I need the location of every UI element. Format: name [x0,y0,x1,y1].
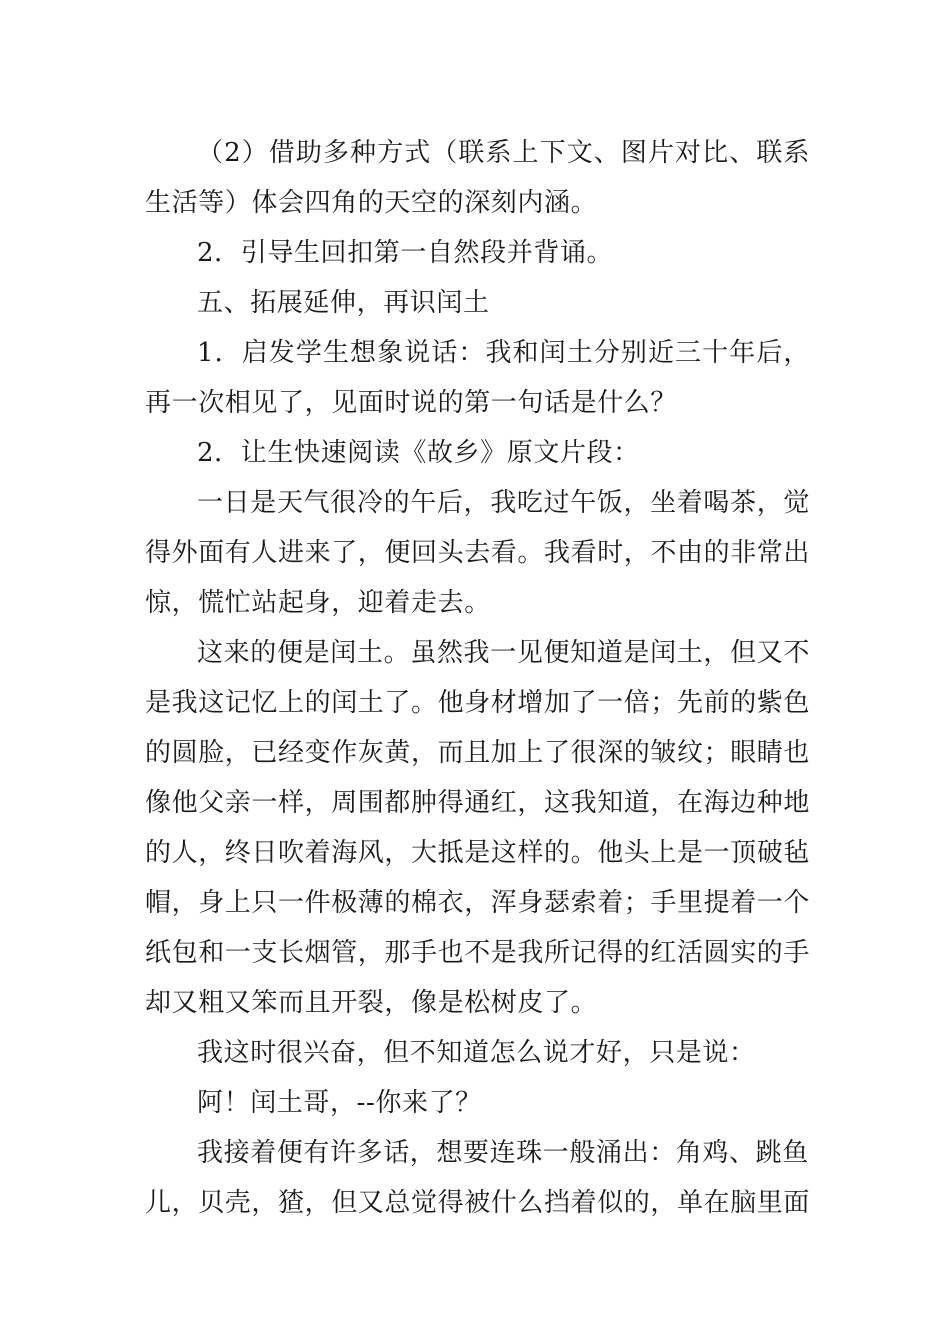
section-heading: 五、拓展延伸，再识闰土 [197,288,490,318]
paragraph-3: 1．启发学生想象说话：我和闰土分别近三十年后，再一次相见了，见面时说的第一句话是什么？ [145,338,810,418]
document-body [145,128,810,1228]
paragraph-4: 2．让生快速阅读《故乡》原文片段： [197,438,640,468]
quote-paragraph-1: 一日是天气很冷的午后，我吃过午饭，坐着喝茶，觉得外面有人进来了，便回头去看。我看时，不由的非常出惊，慌忙站起身，迎着走去。 [145,488,811,618]
quote-paragraph-3: 我这时很兴奋，但不知道怎么说才好，只是说： [197,1038,756,1068]
quote-paragraph-5: 我接着便有许多话，想要连珠一般涌出：角鸡、跳鱼儿，贝壳，猹，但又总觉得被什么挡着似的，单在脑里面 [145,1138,811,1218]
quote-paragraph-2: 这来的便是闰土。虽然我一见便知道是闰土，但又不是我这记忆上的闰土了。他身材增加了一倍；先前的紫色的圆脸，已经变作灰黄，而且加上了很深的皱纹；眼睛也像他父亲一样，周围都肿得通红，这我知道，在海边种地的人，终日吹着海风，大抵是这样的。他头上是一顶破毡帽，身上只一件极薄的棉衣，浑身瑟索着；手里提着一个纸包和一支长烟管，那手也不是我所记得的红活圆实的手却又粗又笨而且开裂，像是松树皮了。 [145,638,811,1018]
paragraph-1: （2）借助多种方式（联系上下文、图片对比、联系生活等）体会四角的天空的深刻内涵。 [145,138,810,218]
paragraph-2: 2．引导生回扣第一自然段并背诵。 [197,238,614,268]
quote-paragraph-4: 阿！闰土哥，--你来了？ [197,1088,482,1118]
